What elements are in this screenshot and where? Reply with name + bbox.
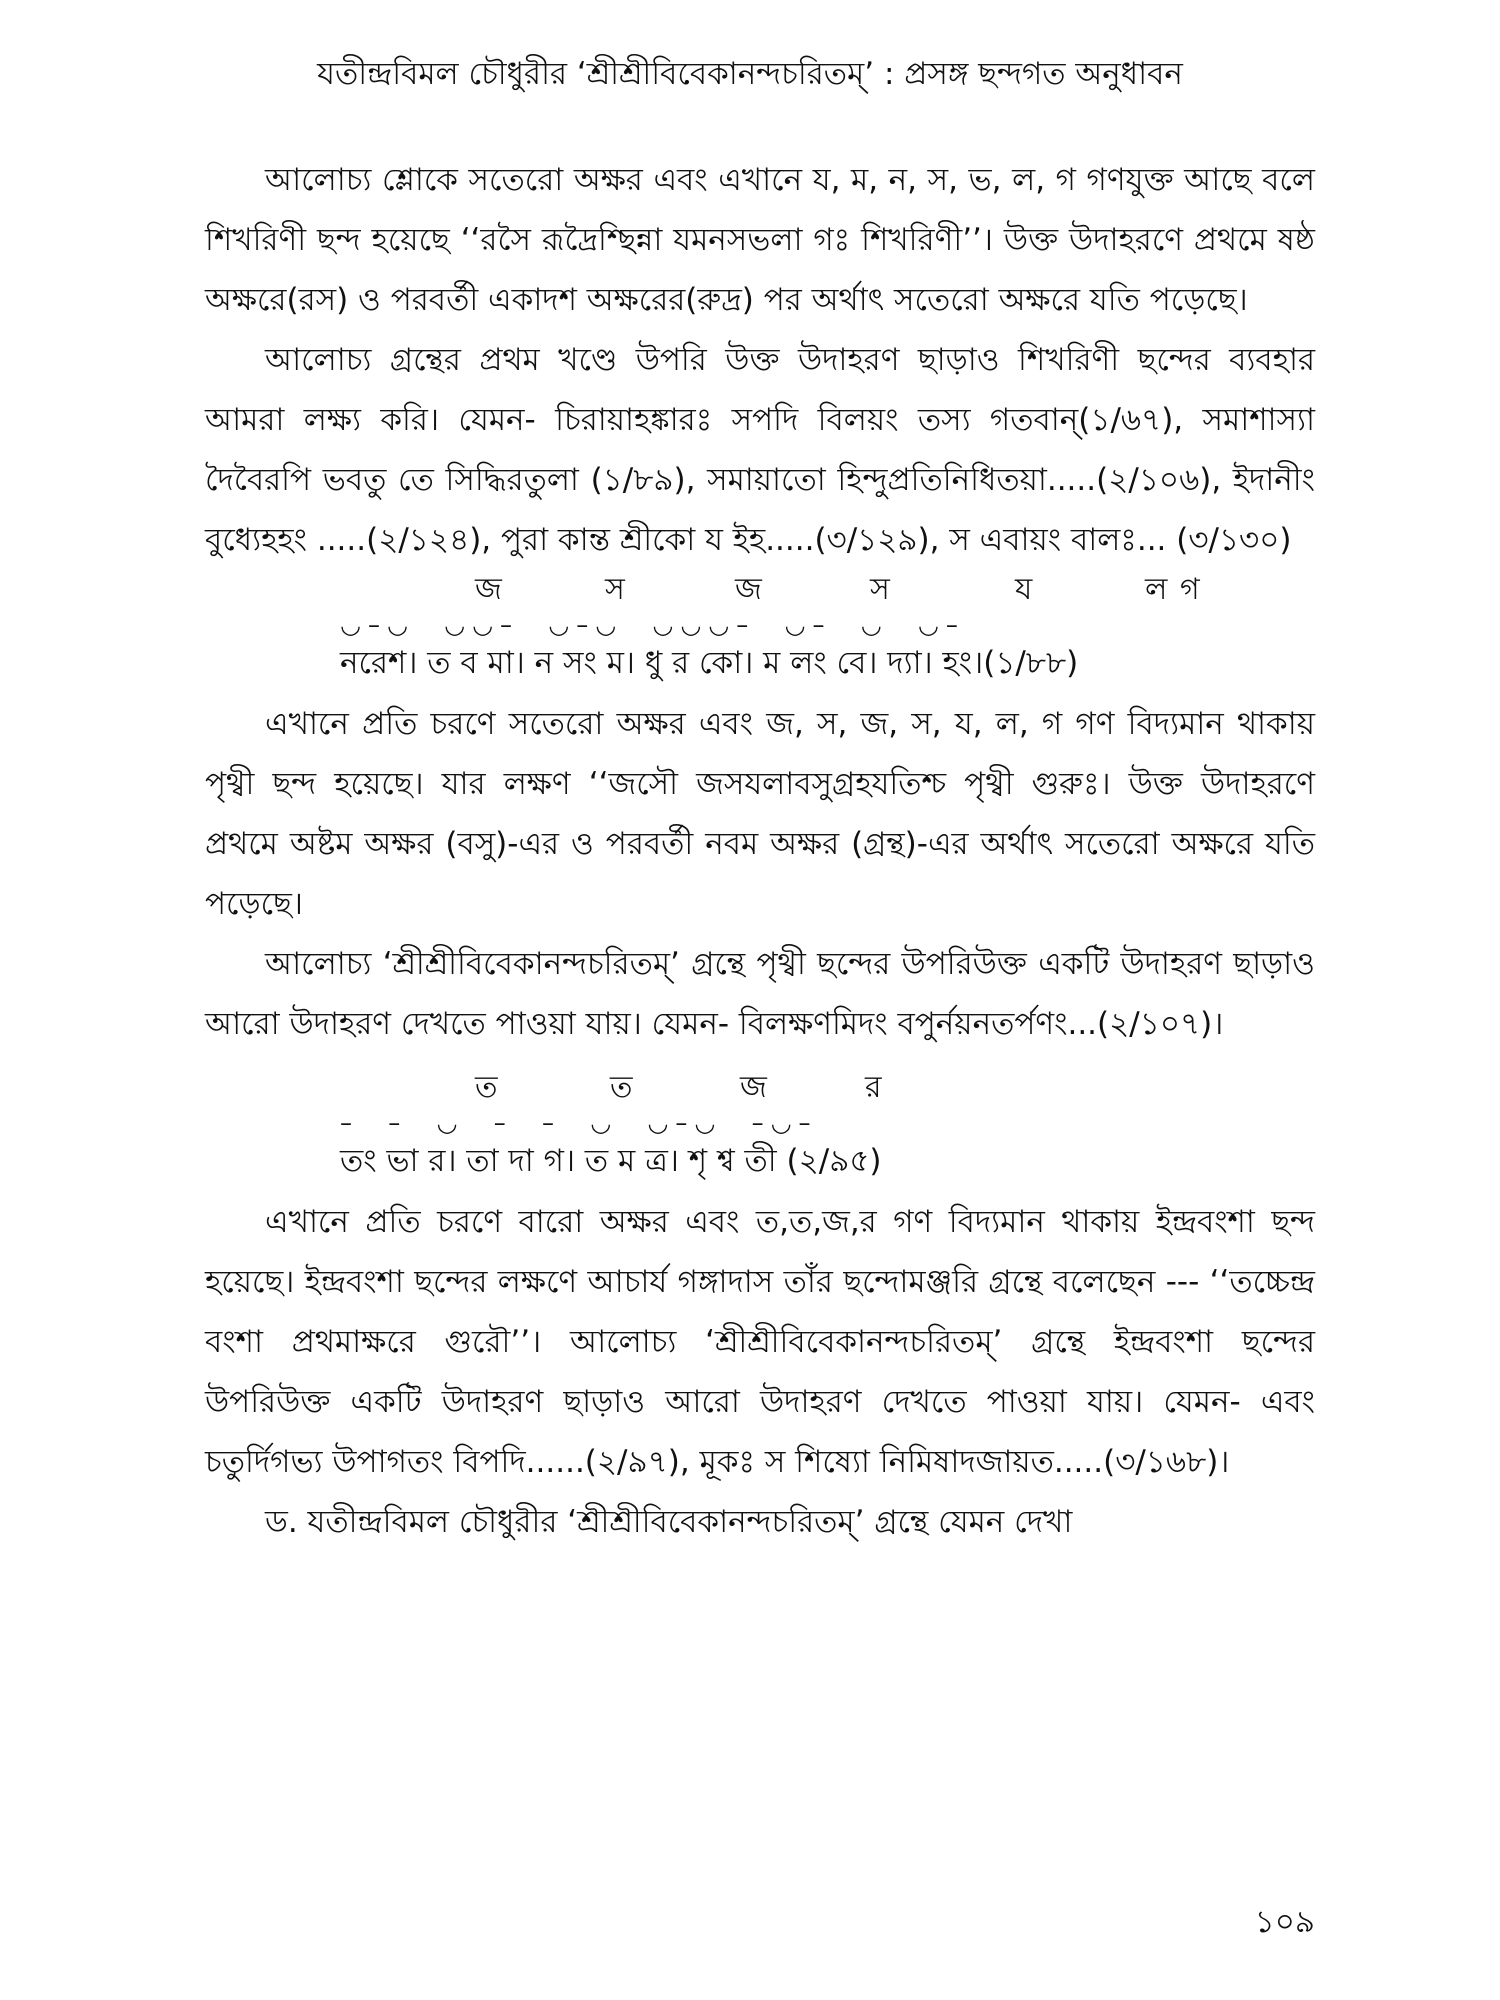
gana-labels	[340, 570, 1315, 612]
scansion-prithvi	[205, 570, 1315, 688]
gana-label: ল	[1145, 572, 1168, 607]
gana-label: ত	[475, 1070, 498, 1105]
running-header: যতীন্দ্রবিমল চৌধুরীর ‘শ্রীশ্রীবিবেকানন্দচরিতম্’ : প্রসঙ্গ ছন্দগত অনুধাবন	[317, 56, 1183, 92]
paragraph-indravamsha-description: এখানে প্রতি চরণে বারো অক্ষর এবং ত,ত,জ,র গণ বিদ্যমান থাকায় ইন্দ্রবংশা ছন্দ হয়েছে। ইন্দ্রবংশা ছন্দের লক্ষণে আচার্য গঙ্গাদাস তাঁর ছন্দোমঞ্জরি গ্রন্থে বলেছেন --- ‘‘তচ্চেন্দ্র বংশা প্রথমাক্ষরে গুরৌ’’। আলোচ্য ‘শ্রীশ্রীবিবেকানন্দচরিতম্’ গ্রন্থে ইন্দ্রবংশা ছন্দের উপরিউক্ত একটি উদাহরণ ছাড়াও আরো উদাহরণ দেখতে পাওয়া যায়। যেমন- এবং চতুর্দিগভ্য উপাগতং বিপদি......(২/৯৭), মূকঃ স শিষ্যো নিমিষাদজায়ত.....(৩/১৬৮)।	[205, 1204, 1315, 1480]
gana-label: য	[1015, 572, 1033, 607]
gana-label: জ	[475, 572, 502, 607]
scanned-verse: তং ভা র। তা দা গ। ত ম ত্র। শৃ শ্ব তী (২/৯৫)	[340, 1143, 882, 1179]
page-body	[205, 150, 1315, 1552]
scanned-verse: নরেশ। ত ব মা। ন সং ম। ধু র কো। ম লং বে। দ্যা। হং।(১/৮৮)	[340, 645, 1079, 681]
gana-label: স	[870, 572, 890, 607]
gana-label: ত	[610, 1070, 633, 1105]
gana-label: স	[605, 572, 625, 607]
paragraph-prithvi-examples: আলোচ্য ‘শ্রীশ্রীবিবেকানন্দচরিতম্’ গ্রন্থে পৃথ্বী ছন্দের উপরিউক্ত একটি উদাহরণ ছাড়াও আরো উদাহরণ দেখতে পাওয়া যায়। যেমন- বিলক্ষণমিদং বপুর্নয়নতর্পণং...(২/১০৭)।	[205, 946, 1315, 1042]
page-number: ১০৯	[1254, 1904, 1315, 1940]
paragraph-sikharini-description: আলোচ্য শ্লোকে সতেরো অক্ষর এবং এখানে য, ম, ন, স, ভ, ল, গ গণযুক্ত আছে বলে শিখরিণী ছন্দ হয়েছে ‘‘রসৈ রূদ্রৈশ্ছিন্না যমনসভলা গঃ শিখরিণী’’। উক্ত উদাহরণে প্রথমে ষষ্ঠ অক্ষরে(রস) ও পরবর্তী একাদশ অক্ষরের(রুদ্র) পর অর্থাৎ সতেরো অক্ষরে যতি পড়েছে।	[205, 162, 1315, 318]
meter-marks: ◡–◡ ◡◡– ◡–◡ ◡◡◡– ◡– ◡ ◡–	[340, 611, 965, 639]
gana-label: জ	[735, 572, 762, 607]
gana-label: গ	[1180, 572, 1200, 607]
paragraph-prithvi-description: এখানে প্রতি চরণে সতেরো অক্ষর এবং জ, স, জ, স, য, ল, গ গণ বিদ্যমান থাকায় পৃথ্বী ছন্দ হয়েছে। যার লক্ষণ ‘‘জসৌ জসযলাবসুগ্রহযতিশ্চ পৃথ্বী গুরুঃ। উক্ত উদাহরণে প্রথমে অষ্টম অক্ষর (বসু)-এর ও পরবর্তী নবম অক্ষর (গ্রন্থ)-এর অর্থাৎ সতেরো অক্ষরে যতি পড়েছে।	[205, 706, 1315, 922]
scansion-indravamsha	[205, 1068, 1315, 1186]
gana-label: জ	[740, 1070, 767, 1105]
paragraph-sikharini-examples: আলোচ্য গ্রন্থের প্রথম খণ্ডে উপরি উক্ত উদাহরণ ছাড়াও শিখরিণী ছন্দের ব্যবহার আমরা লক্ষ্য করি। যেমন- চিরায়াহঙ্কারঃ সপদি বিলয়ং তস্য গতবান্(১/৬৭), সমাশাস্যা দৈবৈরপি ভবতু তে সিদ্ধিরতুলা (১/৮৯), সমায়াতো হিন্দুপ্রতিনিধিতয়া.....(২/১০৬), ইদানীং বুধ্যেহহং .....(২/১২৪), পুরা কান্ত শ্রীকো য ইহ.....(৩/১২৯), স এবায়ং বালঃ... (৩/১৩০)	[205, 342, 1315, 558]
paragraph-closing: ড. যতীন্দ্রবিমল চৌধুরীর ‘শ্রীশ্রীবিবেকানন্দচরিতম্’ গ্রন্থে যেমন দেখা	[265, 1504, 1073, 1540]
gana-label: র	[865, 1070, 882, 1105]
meter-marks: – – ◡ – – ◡ ◡–◡ –◡–	[340, 1109, 818, 1137]
gana-labels	[340, 1068, 1315, 1110]
